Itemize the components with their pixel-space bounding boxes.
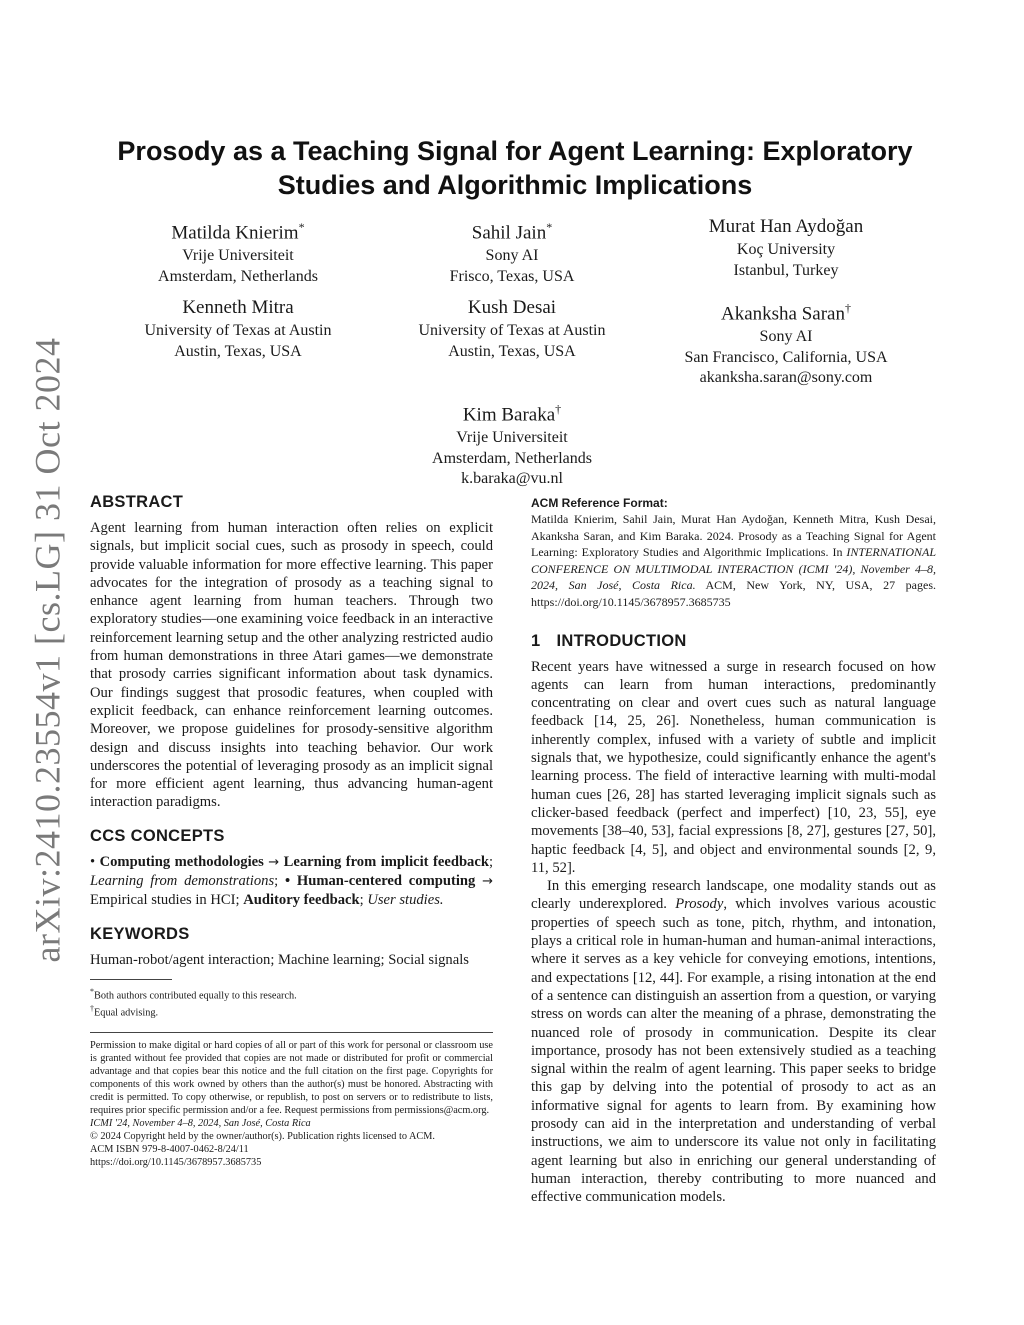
- author-affiliation: University of Texas at Austin: [418, 322, 606, 339]
- intro-paragraph-2: In this emerging research landscape, one modality stands out as clearly underexplored. Prosody, which involves various acoustic properties of speech such as tone, pitch, rhythm, and intonation, plays a critical role in human-human and human-animal interactions, where it serves as a key vehicle for conveying emotions, intentions, and expectations [12, 44]. For example, a rising intonation at the end of a sentence can distinguish an assertion from a question, or varying stress on words can alter the meaning of a phrase, demonstrating the nuanced role of prosody in communication. Despite its clear importance, prosody has not been extensively studied as a teaching signal within the realm of agent learning. This paper seeks to bridge this gap by delving into the potential of prosody to act as an informative signal for agents to learn from. By examining how prosody can aid in the interpretation and understanding of verbal instructions, we aim to underscore its value not only in facilitating agent learning but also in enriching our general understanding of human interaction, thereby contributing to more nuanced and effective communication models.: [531, 878, 936, 1206]
- author-affiliation: Koç University: [736, 241, 836, 258]
- author-location: Austin, Texas, USA: [174, 342, 302, 360]
- footnote: *Both authors contributed equally to this research.: [90, 986, 297, 1002]
- left-column: [90, 492, 493, 1169]
- footnote: †Equal advising.: [90, 1004, 159, 1019]
- copyright-line: © 2024 Copyright held by the owner/author(s). Publication rights licensed to ACM.: [90, 1130, 436, 1142]
- author-affiliation: Sony AI: [485, 247, 539, 265]
- introduction-heading: 1 INTRODUCTION: [531, 631, 687, 650]
- author-location: Austin, Texas, USA: [448, 342, 576, 360]
- author-location: Amsterdam, Netherlands: [432, 449, 592, 467]
- author-affiliation: Sony AI: [759, 328, 813, 346]
- author-name: Kush Desai: [467, 297, 557, 318]
- acm-reference-text: Matilda Knierim, Sahil Jain, Murat Han Aydoğan, Kenneth Mitra, Kush Desai, Akanksha Saran, and Kim Baraka. 2024. Prosody as a Teaching Signal for Agent Learning: Exploratory Studies and Algorithmic Implications. In INTERNATIONAL CONFERENCE ON MULTIMODAL INTERACTION (ICMI '24), November 4–8, 2024, San José, Costa Rica. ACM, New York, NY, USA, 27 pages. https://doi.org/10.1145/3678957.3685735: [531, 512, 936, 609]
- author-location: Istanbul, Turkey: [733, 261, 839, 279]
- right-column: [531, 495, 936, 1206]
- author-block: [88, 296, 388, 362]
- keywords-text: Human-robot/agent interaction; Machine learning; Social signals: [90, 951, 469, 968]
- permission-notice: Permission to make digital or hard copies of all or part of this work for personal or classroom use is granted without fee provided that copies are not made or distributed for profit or commercial advantage and that copies bear this notice and the full citation on the first page. Copyrights for components of this work owned by others than the author(s) must be honored. Abstracting with credit is permitted. To copy otherwise, or republish, to post on servers or to redistribute to lists, requires prior specific permission and/or a fee. Request permissions from permissions@acm.org.: [90, 1039, 493, 1116]
- author-location: Amsterdam, Netherlands: [158, 267, 318, 285]
- permission-divider: [90, 1032, 493, 1033]
- intro-paragraph-1: Recent years have witnessed a surge in research focused on how agents can learn from human interactions, predominantly concentrating on clear and overt cues such as natural language feedback [14, 25, 26]. Nonetheless, human communication is inherently complex, infused with a variety of subtle and implicit signals that, we hypothesize, could significantly enhance the agent's learning process. The field of interactive learning with multi-modal human cues [26, 28] has started leveraging implicit signals such as clicker-based feedback (perfect and imperfect) [10, 23, 55], eye movements [38–40, 53], facial expressions [8, 27], gestures [27, 50], haptic feedback [4, 5], and object and environmental sounds [2, 9, 11, 52].: [531, 658, 936, 876]
- author-mark: †: [555, 402, 562, 416]
- author-location: San Francisco, California, USA: [684, 348, 888, 366]
- author-name: Kim Baraka†: [462, 402, 562, 426]
- abstract-heading: ABSTRACT: [90, 493, 184, 511]
- author-mark: *: [546, 220, 553, 234]
- arxiv-identifier: arXiv:2410.23554v1 [cs.LG] 31 Oct 2024: [27, 337, 67, 963]
- isbn-line: ACM ISBN 979-8-4007-0462-8/24/11: [90, 1143, 249, 1155]
- venue-line: ICMI '24, November 4–8, 2024, San José, Costa Rica: [90, 1117, 311, 1129]
- author-email[interactable]: akanksha.saran@sony.com: [699, 369, 873, 387]
- author-mark: †: [845, 301, 851, 315]
- paper-title: Prosody as a Teaching Signal for Agent Learning: Exploratory Studies and Algorithmic Implications: [117, 136, 913, 200]
- author-name: Sahil Jain*: [471, 220, 553, 244]
- ccs-heading: CCS CONCEPTS: [90, 826, 225, 845]
- author-block: [362, 215, 662, 287]
- author-location: Frisco, Texas, USA: [449, 267, 575, 285]
- keywords-heading: KEYWORDS: [90, 924, 190, 943]
- footnote-divider: [90, 979, 172, 980]
- author-name: Murat Han Aydoğan: [708, 216, 864, 237]
- author-mark: *: [298, 220, 305, 234]
- author-block: [636, 215, 936, 281]
- arxiv-stamp: [8, 337, 86, 963]
- author-block: [362, 296, 662, 362]
- author-affiliation: University of Texas at Austin: [144, 322, 332, 339]
- ccs-concepts: • Computing methodologies → Learning from implicit feedback; Learning from demonstrations; • Human-centered computing → Empirical studies in HCI; Auditory feedback; User studies.: [90, 853, 494, 909]
- author-name: Matilda Knierim*: [171, 220, 305, 244]
- author-affiliation: Vrije Universiteit: [456, 429, 568, 447]
- author-block: [362, 397, 662, 490]
- author-block: [88, 215, 388, 287]
- author-name: Akanksha Saran†: [721, 301, 851, 325]
- author-affiliation: Vrije Universiteit: [182, 247, 294, 265]
- doi-link[interactable]: https://doi.org/10.1145/3678957.3685735: [90, 1156, 262, 1168]
- author-email[interactable]: k.baraka@vu.nl: [461, 470, 563, 488]
- abstract-text: Agent learning from human interaction often relies on explicit signals, but implicit social cues, such as prosody in speech, could provide valuable information for more effective learning. This paper advocates for the integration of prosody as a teaching signal to enhance agent learning from human teachers. Through two exploratory studies—one examining voice feedback in an interactive reinforcement learning setup and the other analyzing restricted audio from human demonstrations in three Atari games—we demonstrate that prosody carries significant information about task dynamics. Our findings suggest that prosodic features, when coupled with explicit feedback, can enhance reinforcement learning outcomes. Moreover, we propose guidelines for prosody-sensitive algorithm design and discuss insights into teaching behavior. Our work underscores the potential of leveraging prosody as an implicit signal for more efficient agent learning, thus advancing human-agent interaction paradigms.: [90, 520, 493, 811]
- acm-reference-heading: ACM Reference Format:: [531, 496, 668, 510]
- author-name: Kenneth Mitra: [182, 297, 294, 318]
- author-block: [636, 296, 936, 389]
